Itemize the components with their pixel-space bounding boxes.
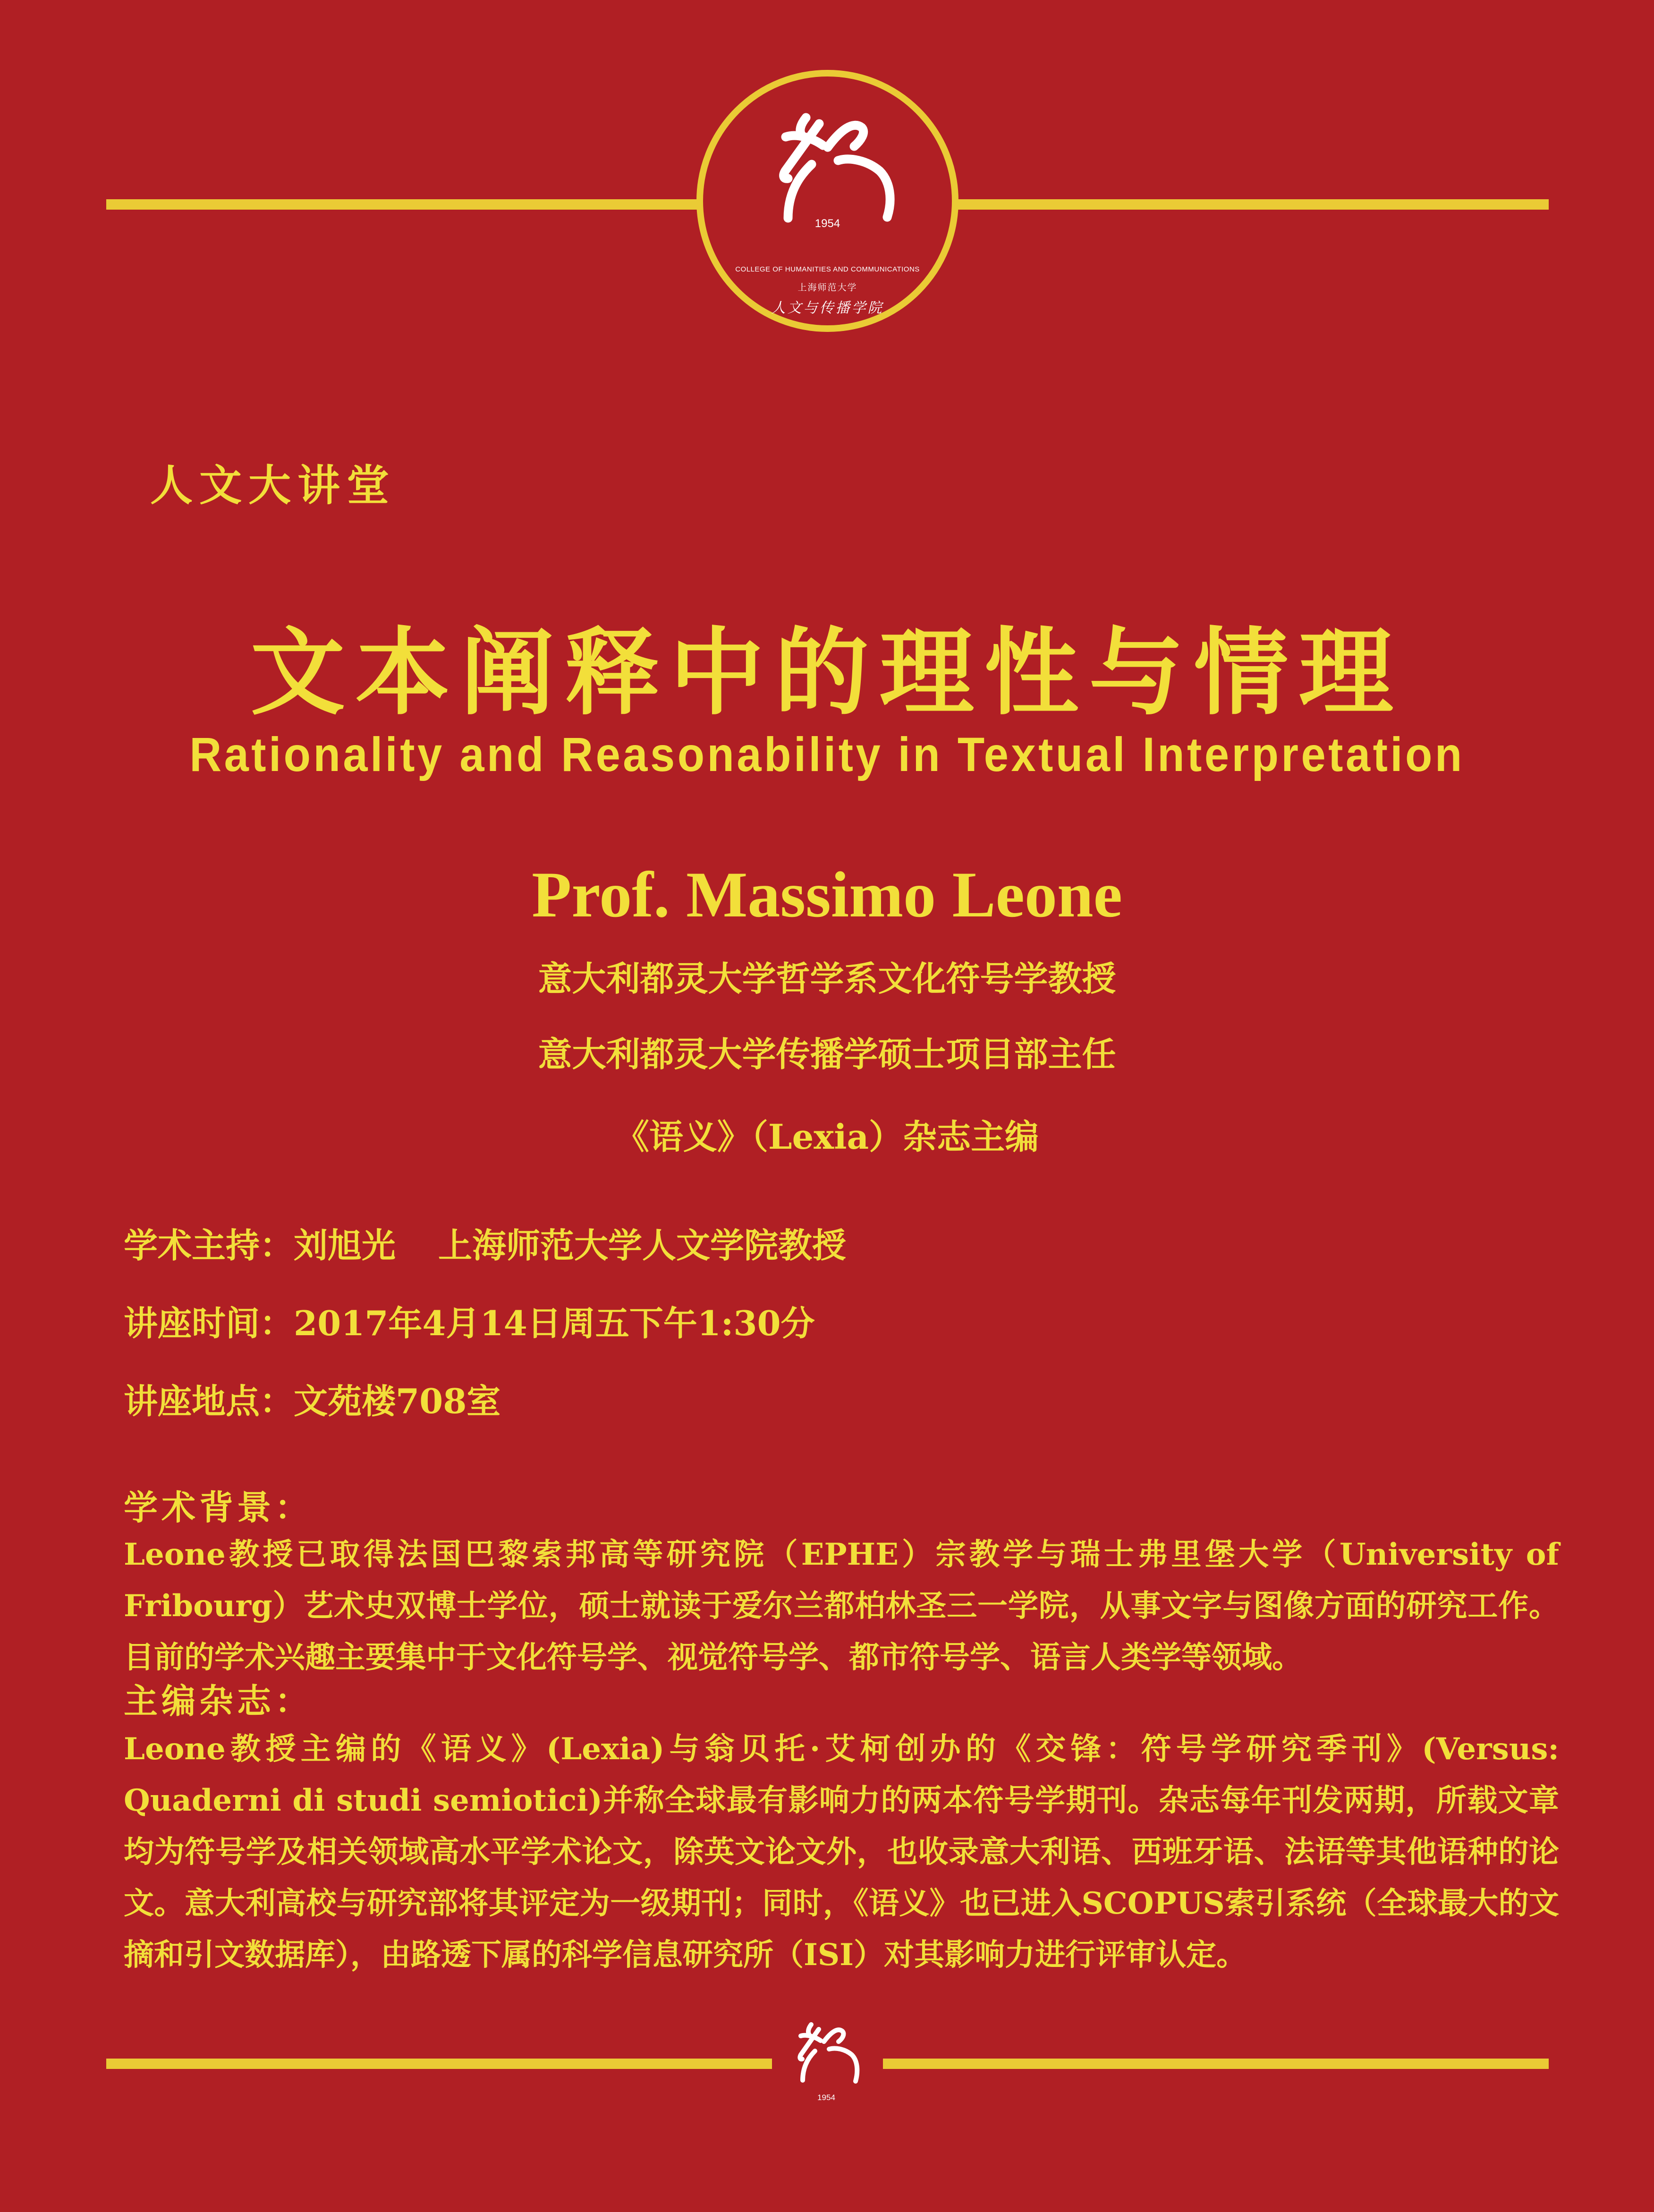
bottom-rule-right: [883, 2059, 1549, 2069]
emblem-university-name: 上海师范大学: [797, 282, 857, 293]
time-line: [124, 1296, 815, 1345]
lecture-series-name: 人文大讲堂: [150, 460, 396, 510]
place-label: 讲座地点：: [124, 1381, 294, 1421]
place-line: [124, 1374, 500, 1423]
host-line: [124, 1218, 846, 1267]
speaker-position-2: 意大利都灵大学传播学硕士项目部主任: [538, 1034, 1116, 1074]
footer-year: 1954: [817, 2093, 835, 2102]
host-name: 刘旭光: [294, 1225, 396, 1265]
emblem-year: 1954: [814, 217, 840, 230]
time-label: 讲座时间：: [124, 1303, 294, 1343]
lecture-title-english: Rationality and Reasonability in Textual Interpretation: [189, 728, 1465, 781]
speaker-name: Prof. Massimo Leone: [532, 858, 1122, 931]
college-emblem: [696, 70, 958, 332]
time-value: 2017年4月14日周五下午1:30分: [294, 1303, 815, 1343]
host-title: 上海师范大学人文学院教授: [438, 1225, 847, 1265]
top-rule-left: [106, 199, 701, 210]
speaker-position-1: 意大利都灵大学哲学系文化符号学教授: [538, 958, 1116, 999]
lecture-title-chinese: 文本阐释中的理性与情理: [250, 618, 1404, 728]
top-rule-right: [954, 199, 1549, 210]
background-heading: 学术背景：: [124, 1487, 313, 1527]
speaker-position-3: 《语义》（Lexia）杂志主编: [615, 1117, 1039, 1157]
journal-heading: 主编杂志：: [124, 1681, 313, 1721]
background-paragraph: Leone教授已取得法国巴黎索邦高等研究院（EPHE）宗教学与瑞士弗里堡大学（University of Fribourg）艺术史双博士学位，硕士就读于爱尔兰都柏林圣三一学院，从事文字与图像方面的研究工作。目前的学术兴趣主要集中于文化符号学、视觉符号学、都市符号学、语言人类学等领域。: [124, 1537, 1559, 1675]
host-label: 学术主持：: [124, 1225, 294, 1265]
footer-logo: [779, 2015, 874, 2119]
bottom-rule-left: [106, 2059, 772, 2069]
emblem-college-name: 人文与传播学院: [771, 300, 884, 316]
footer-logo-icon: [779, 2015, 874, 2119]
place-value: 文苑楼708室: [294, 1381, 501, 1421]
emblem-college-english: COLLEGE OF HUMANITIES AND COMMUNICATIONS: [735, 265, 920, 273]
journal-paragraph: Leone教授主编的《语义》(Lexia)与翁贝托·艾柯创办的《交锋：符号学研究季刊》(Versus: Quaderni di studi semiotici)并称全球最有影响力的两本符号学期刊。杂志每年刊发两期，所载文章均为符号学及相关领域高水平学术论文，除英文论文外，也收录意大利语、西班牙语、法语等其他语种的论文。意大利高校与研究部将其评定为一级期刊；同时，《语义》也已进入SCOPUS索引系统（全球最大的文摘和引文数据库），由路透下属的科学信息研究所（ISI）对其影响力进行评审认定。: [124, 1731, 1559, 1973]
